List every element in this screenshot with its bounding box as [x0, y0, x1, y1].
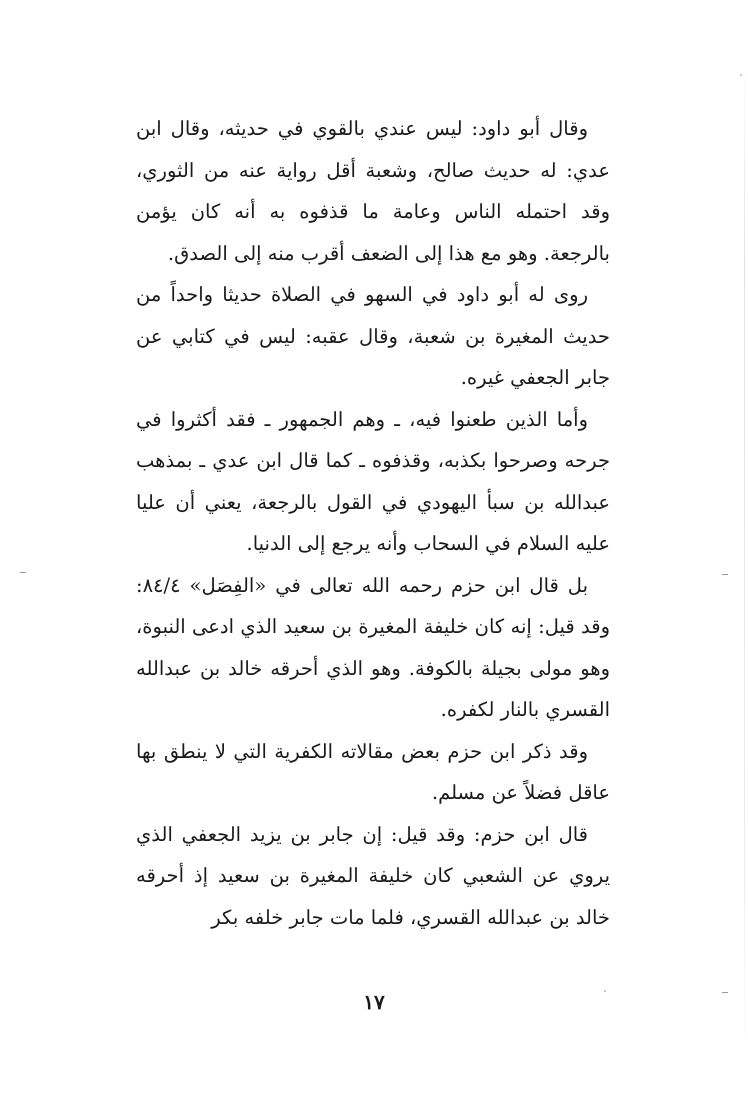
paragraph: قال ابن حزم: وقد قيل: إن جابر بن يزيد الجعفي الذي يروي عن الشعبي كان خليفة المغيرة بن سعيد إذ أحرقه خالد بن عبدالله القسري، فلما مات جابر خلفه بكر [136, 822, 610, 929]
scan-right-edge [744, 60, 745, 1060]
margin-mark [722, 574, 728, 575]
scan-speck [740, 74, 742, 76]
paragraph: روى له أبو داود في السهو في الصلاة حديثا واحداً من حديث المغيرة بن شعبة، وقال عقبه: ليس في كتابي عن جابر الجعفي غيره. [136, 283, 610, 389]
paragraph: بل قال ابن حزم رحمه الله تعالى في «الفِصَل» ٨٤/٤: وقد قيل: إنه كان خليفة المغيرة بن سعيد الذي ادعى النبوة، وهو مولى بجيلة بالكوفة. وهو الذي أحرقه خالد بن عبدالله القسري بالنار لكفره. [136, 573, 610, 721]
page-number: ١٧ [363, 990, 385, 1014]
paragraph: وأما الذين طعنوا فيه، ـ وهم الجمهور ـ فقد أكثروا في جرحه وصرحوا بكذبه، وقذفوه ـ كما قال ابن عدي ـ بمذهب عبدالله بن سبأ اليهودي في القول بالرجعة، يعني أن عليا عليه السلام في السحاب وأنه يرجع إلى الدنيا. [136, 407, 610, 555]
margin-mark [20, 572, 26, 573]
paragraph: وقال أبو داود: ليس عندي بالقوي في حديثه، وقال ابن عدي: له حديث صالح، وشعبة أقل رواية عنه من الثوري، وقد احتمله الناس وعامة ما قذفوه به أنه كان يؤمن بالرجعة. وهو مع هذا إلى الضعف أقرب منه إلى الصدق. [136, 117, 610, 265]
body-text [136, 108, 610, 938]
paragraph: وقد ذكر ابن حزم بعض مقالاته الكفرية التي لا ينطق بها عاقل فضلاً عن مسلم. [136, 739, 610, 804]
